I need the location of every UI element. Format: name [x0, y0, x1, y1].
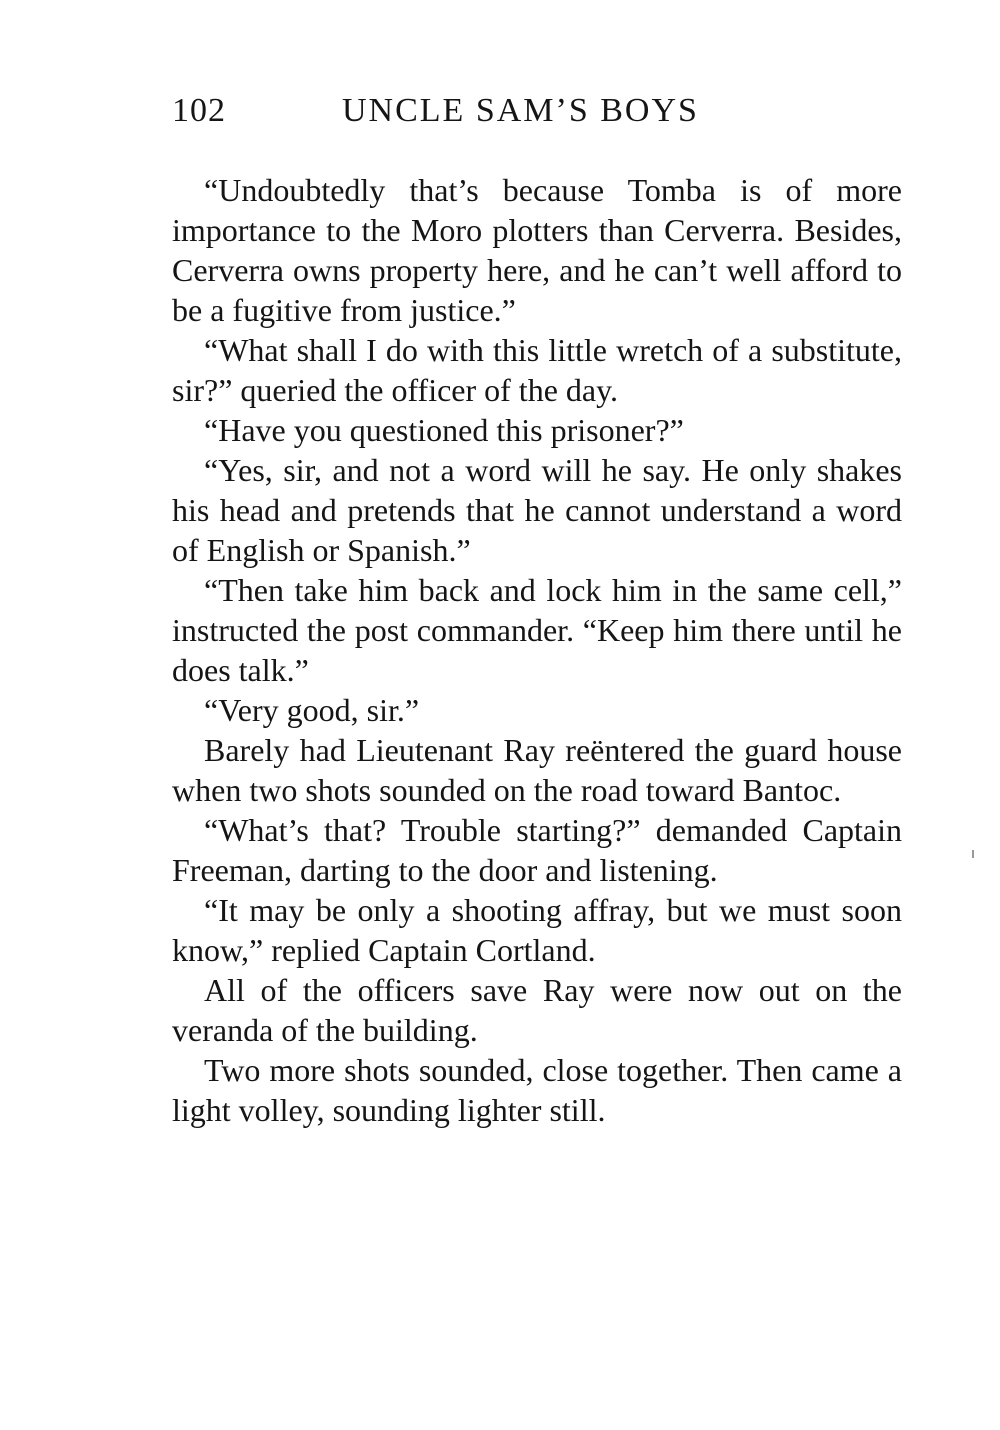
- paragraph: “What shall I do with this little wretch of a substitute, sir?” queried the officer of the day.: [172, 332, 902, 408]
- paragraph: Two more shots sounded, close together. Then came a light volley, sounding lighter still.: [172, 1052, 902, 1128]
- margin-mark: [972, 850, 974, 858]
- paragraph: “Very good, sir.”: [204, 692, 420, 728]
- paragraph: Barely had Lieutenant Ray reëntered the guard house when two shots sounded on the road toward Bantoc.: [172, 732, 902, 808]
- page-header: [172, 86, 902, 136]
- body-text: [172, 170, 902, 1130]
- paragraph: “Undoubtedly that’s because Tomba is of more importance to the Moro plotters than Cerverra. Besides, Cerverra owns property here, and he can’t well afford to be a fugitive from justice.”: [172, 172, 902, 328]
- paragraph: “Then take him back and lock him in the same cell,” instructed the post commander. “Keep him there until he does talk.”: [172, 572, 902, 688]
- paragraph: “What’s that? Trouble starting?” demanded Captain Freeman, darting to the door and listening.: [172, 812, 902, 888]
- paragraph: All of the officers save Ray were now out on the veranda of the building.: [172, 972, 902, 1048]
- paragraph: “Yes, sir, and not a word will he say. He only shakes his head and pretends that he cannot understand a word of English or Spanish.”: [172, 452, 902, 568]
- running-title: UNCLE SAM’S BOYS: [342, 92, 699, 129]
- page-number: 102: [172, 92, 226, 129]
- paragraph: “Have you questioned this prisoner?”: [204, 412, 684, 448]
- paragraph: “It may be only a shooting affray, but we must soon know,” replied Captain Cortland.: [172, 892, 902, 968]
